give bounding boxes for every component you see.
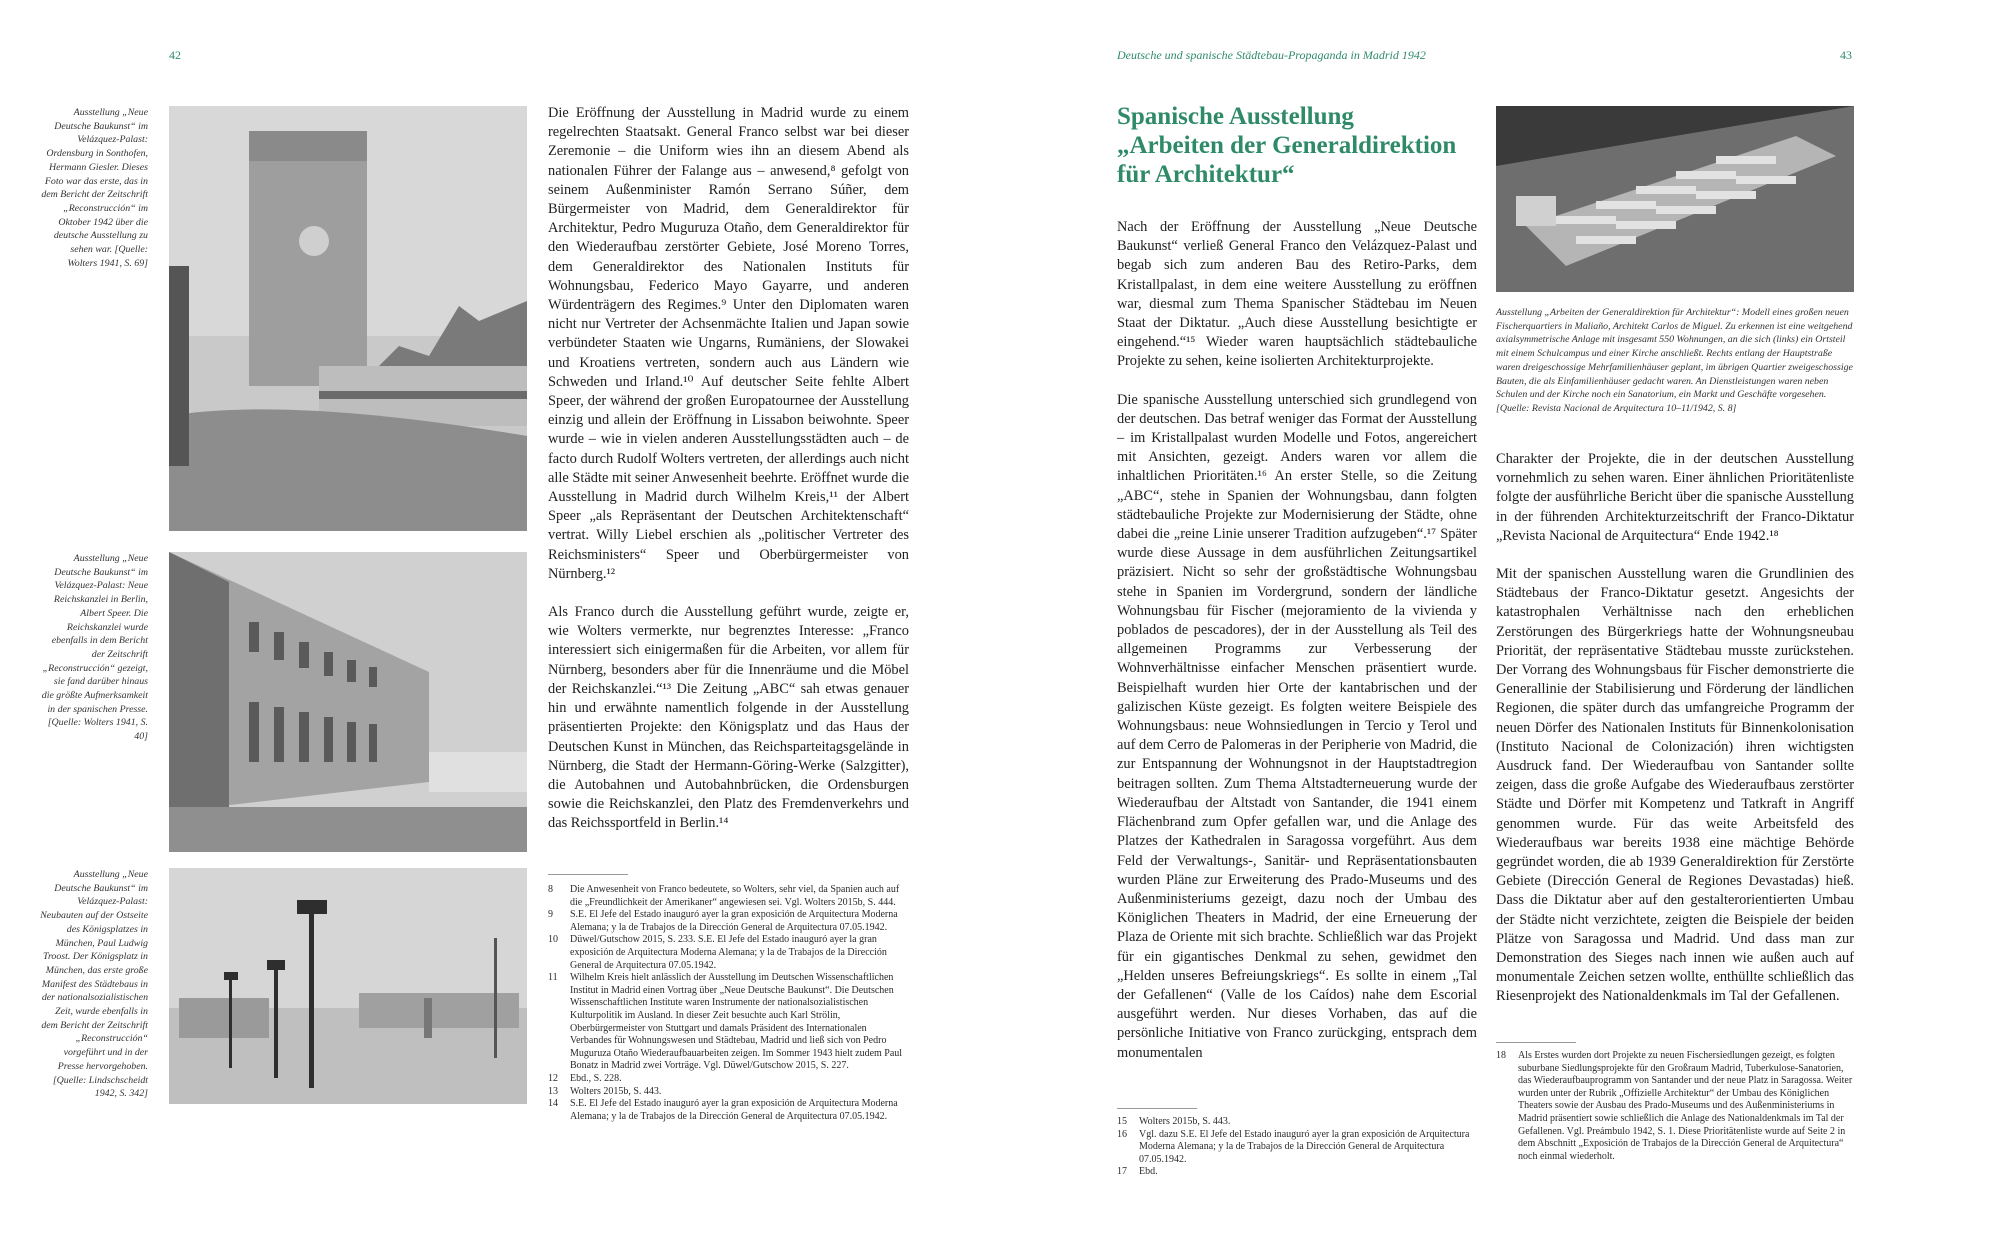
left-body-paragraph-2: Als Franco durch die Ausstellung geführt wurde, zeigte er, wie Wolters vermerkte, nur begrenztes Interesse: „Franco interessiert sich einigermaßen für die Arbeiten, vor allem für Nürnberg, besonders aber für die Innenräume und die Möbel der Reichskanzlei.“¹³ Die Zeitung „ABC“ sah etwas genauer hin und erwähnte namentlich folgende in der Ausstellung präsentierten Projekte: den Königsplatz und das Haus der Deutschen Kunst in München, das Reichsparteitagsgelände in Nürnberg, die Stadt der Hermann-Göring-Werke (Salzgitter), die Autobahnen und Autobahnbrücken, die Ordensburgen sowie die Reichskanzlei, den Platz des Fremdenverkehrs und das Reichssportfeld in Berlin.¹⁴ [548, 604, 909, 832]
footnote-16: 16 Vgl. dazu S.E. El Jefe del Estado inauguró ayer la gran exposición de Arquitectura Moderna Alemana; y la de Trabajos de la Dirección General de Arquitectura 07.05.1942. [1117, 1128, 1470, 1165]
footnote-rule-right-col1 [1117, 1108, 1197, 1109]
heading-line-2: „Arbeiten der Generaldirektion [1117, 132, 1457, 159]
right-body-column-2 [1496, 450, 1854, 1026]
footnote-rule-left [548, 874, 628, 875]
section-heading [1117, 102, 1487, 189]
footnotes-right-col2 [1496, 1050, 1854, 1163]
right-col2-paragraph-1: Charakter der Projekte, die in der deutschen Ausstellung vornehmlich zu sehen waren. Einer ähnlichen Prioritätenliste folgte der ausführliche Bericht über die spanische Ausstellung in der führenden Architekturzeitschrift der Franco-Diktatur „Revista Nacional de Arquitectura“ Ende 1942.¹⁸ [1496, 451, 1854, 544]
footnote-10: 10 Düwel/Gutschow 2015, S. 233. S.E. El Jefe del Estado inauguró ayer la gran exposición de Arquitectura Moderna Alemana; y la de Trabajos de la Dirección General de Arquitectura 07.05.1942. [548, 934, 887, 971]
right-col1-paragraph-1: Nach der Eröffnung der Ausstellung „Neue Deutsche Baukunst“ verließ General Franco den Velázquez-Palast und begab sich zum anderen Bau des Retiro-Parks, dem Kristallpalast, in dem eine weitere Ausstellung zu eröffnen war, diesmal zum Thema Spanischer Städtebau im Neuen Staat der Diktatur. „Auch diese Ausstellung besichtigte er eingehend.“¹⁵ Wieder waren hauptsächlich städtebauliche Projekte zu sehen, keine isolierten Architekturprojekte. [1117, 219, 1477, 370]
photo-caption-model: Ausstellung „Arbeiten der Generaldirektion für Architektur“: Modell eines großen neuen Fischerquartiers in Maliaño, Architekt Carlos de Miguel. Zu erkennen ist eine weitgehend axialsymmetrische Anlage mit insgesamt 550 Wohnungen, an die sich (links) ein Ortsteil mit einem Schulcampus und einer Kirche anschließt. Rechts entlang der Hauptstraße waren dreigeschossige Mehrfamilienhäuser geplant, im übrigen Quartier zweigeschossige Bauten, die als Einfamilienhäuser gedacht waren. An Dienstleistungen waren neben Schulen und der Kirche noch ein Sanatorium, ein Markt und Geschäfte vorgesehen. [Quelle: Revista Nacional de Arquitectura 10–11/1942, S. 8] [1496, 307, 1853, 414]
photo-caption-koenigsplatz: Ausstellung „Neue Deutsche Baukunst“ im Velázquez-Palast: Neubauten auf der Ostseite des Königsplatzes in München, Paul Ludwig Troost. Der Königsplatz in München, das erste große Manifest des Städtebaus in der nationalsozialistischen Zeit, wurde ebenfalls in dem Bericht der Zeitschrift „Reconstrucción“ vorgeführt und in der Presse hervorgehoben. [Quelle: Lindschscheidt 1942, S. 342] [40, 869, 148, 1100]
footnote-9: 9 S.E. El Jefe del Estado inauguró ayer la gran exposición de Arquitectura Moderna Alemana; y la de Trabajos de la Dirección General de Arquitectura 07.05.1942. [548, 909, 898, 933]
footnote-rule-right-col2 [1496, 1042, 1576, 1043]
photo-caption-ordensburg: Ausstellung „Neue Deutsche Baukunst“ im Velázquez-Palast: Ordensburg in Sonthofen, Hermann Giesler. Dieses Foto war das erste, das in dem Bericht der Zeitschrift „Reconstrucción“ im Oktober 1942 über die deutsche Ausstellung zu sehen war. [Quelle: Wolters 1941, S. 69] [41, 107, 148, 269]
footnote-17: 17 Ebd. [1117, 1166, 1158, 1178]
footnote-18: 18 Als Erstes wurden dort Projekte zu neuen Fischersiedlungen gezeigt, es folgten suburbane Siedlungsprojekte für den Großraum Madrid, Tuberkulose-Sanatorien, das Wiederaufbauprogramm von Santander und der neue Platz in Saragossa. Weiter wurden unter der Rubrik „Offizielle Architektur“ der Umbau des Königlichen Theaters sowie der Ausbau des Prado-Museums und des Außenministeriums in Madrid präsentiert sowie schließlich die Anlage des Nationaldenkmals im Tal der Gefallenen. Vgl. Preámbulo 1942, S. 1. Diese Prioritätenliste wurde auf Seite 2 in dem Abschnitt „Exposición de Trabajos de la Dirección General de Arquitectura“ noch einmal wiederholt. [1496, 1050, 1853, 1162]
page-number-left: 42 [169, 48, 181, 62]
left-body-text [548, 104, 909, 853]
heading-line-3: für Architektur“ [1117, 161, 1295, 188]
footnote-13: 13 Wolters 2015b, S. 443. [548, 1085, 662, 1097]
footnotes-right-col1 [1117, 1116, 1477, 1179]
photo-ordensburg-sonthofen [169, 106, 527, 531]
photo-koenigsplatz-muenchen [169, 868, 527, 1104]
right-col2-paragraph-2: Mit der spanischen Ausstellung waren die Grundlinien des Städtebaus der Franco-Diktatur gesetzt. Angesichts der katastrophalen Verhältnisse nach den erheblichen Zerstörungen des Bürgerkriegs hatte der Wohnungsneubau Priorität, der repräsentative Städtebau musste zurückstehen. Der Vorrang des Wohnungsbaus für Fischer demonstrierte die Generallinie der Stabilisierung und Förderung der ländlichen Regionen, die später durch das umfangreiche Programm der neuen Dörfer des Nationalen Instituts für Binnenkolonisation (Instituto Nacional de Colonización) ihren wichtigsten Ausdruck fand. Der Wiederaufbau von Santander sollte zeigen, dass die große Aufgabe des Wiederaufbaus zerstörter Städte und Dörfer mit Kompetenz und Tatkraft in Angriff genommen wurde. Für das weite Arbeitsfeld des Wiederaufbaus war bereits 1938 eine mächtige Behörde gegründet worden, die ab 1939 Generaldirektion für Zerstörte Gebiete (Dirección General de Regiones Devastadas) hieß. Dass die Diktatur aber auf den gestalterorientierten Umbau der Städte nicht verzichtete, zeigten die Beispiele der beiden Plätze von Saragossa und Madrid. Und dass man zur Demonstration des Sieges nach innen wie außen auch auf monumentale Zeichen setzen wollte, enthüllte schließlich das Riesenprojekt des Nationaldenkmals im Tal der Gefallenen. [1496, 566, 1854, 1005]
photo-caption-reichskanzlei: Ausstellung „Neue Deutsche Baukunst“ im Velázquez-Palast: Neue Reichskanzlei in Berlin, Albert Speer. Die Reichskanzlei wurde ebenfalls in dem Bericht der Zeitschrift „Reconstrucción“ gezeigt, sie fand darüber hinaus die größte Aufmerksamkeit in der spanischen Presse. [Quelle: Wolters 1941, S. 40] [41, 553, 148, 743]
footnote-12: 12 Ebd., S. 228. [548, 1072, 622, 1084]
footnote-15: 15 Wolters 2015b, S. 443. [1117, 1116, 1231, 1127]
running-head: Deutsche und spanische Städtebau-Propaganda in Madrid 1942 [1117, 48, 1426, 62]
footnote-14: 14 S.E. El Jefe del Estado inauguró ayer la gran exposición de Arquitectura Moderna Alemana; y la de Trabajos de la Dirección General de Arquitectura 07.05.1942. [548, 1098, 898, 1122]
footnote-8: 8 Die Anwesenheit von Franco bedeutete, so Wolters, sehr viel, da Spanien auch auf die „Freundlichkeit der Amerikaner“ angewiesen sei. Vgl. Wolters 2015b, S. 444. [548, 884, 900, 908]
photo-model-fischerquartier [1496, 106, 1854, 292]
right-body-column-1 [1117, 218, 1477, 1082]
photo-neue-reichskanzlei [169, 552, 527, 852]
heading-line-1: Spanische Ausstellung [1117, 103, 1354, 130]
footnotes-left [548, 884, 909, 1123]
right-col1-paragraph-2: Die spanische Ausstellung unterschied sich grundlegend von der deutschen. Das betraf weniger das Format der Ausstellung – im Kristallpalast wurden Modelle und Fotos, angereichert mit Ansichten, gezeigt. Anders waren vor allem die inhaltlichen Prioritäten.¹⁶ An erster Stelle, so die Zeitung „ABC“, stehe in Spanien der Wohnungsbau, dann folgten städtebauliche Projekte zur Modernisierung der Städte, ohne dabei die „reine Linie unserer Tradition aufzugeben“.¹⁷ Später wurde diese Aussage in dem ausführlichen Zeitungsartikel präzisiert. Nicht so sehr der großstädtische Wohnungsbau stehe in Spanien im Vordergrund, sondern der ländliche Wohnungsbau für Fischer (mejoramiento de la vivienda y poblados de pescadores), der in der Ausstellung als Teil des allgemeinen Programms zur Verbesserung der Wohnverhältnisse einfacher Menschen präsentiert wurde. Beispielhaft wurden hier Orte der kantabrischen und der galizischen Küste gezeigt. Es folgten weitere Beispiele des Wohnungsbaus: neue Wohnsiedlungen in Tercio y Terol und auf dem Cerro de Palomeras in der Peripherie von Madrid, die zur Entspannung der Wohnungsnot in der Hauptstadtregion beitragen sollten. Zum Thema Altstadterneuerung wurde der Wiederaufbau der Altstadt von Santander, die 1941 einem Flächenbrand zum Opfer gefallen war, und die Anlage des Platzes der Kathedralen in Saragossa vorgeführt. Aus dem Feld der Verwaltungs-, Sanitär- und Repräsentationsbauten wurden Pläne zur Erweiterung des Prado-Museums und des Außenministeriums gezeigt, dazu noch der Umbau des Königlichen Theaters in Madrid, der eine Erneuerung der Plaza de Oriente mit sich brachte. Schließlich war das Projekt für ein gigantisches Denkmal zu sehen, gewidmet den „Helden unseres Befreiungskriegs“. Es sollte in einem „Tal der Gefallenen“ (Valle de los Caídos) nahe dem Escorial ausgeführt werden. Nur dieses Vorhaben, das auf die persönliche Initiative von Franco zurückging, entsprach dem monumentalen [1117, 391, 1477, 1061]
footnote-11: 11 Wilhelm Kreis hielt anlässlich der Ausstellung im Deutschen Wissenschaftlichen Institut in Madrid einen Vortrag über „Neue Deutsche Baukunst“. Die Deutschen Wissenschaftlichen Institute waren Instrumente der nationalsozialistischen Kulturpolitik im Ausland. In dieser Zeit besuchte auch Karl Strölin, Oberbürgermeister von Stuttgart und damals Präsident des Internationalen Verbandes für Wohnungswesen und Städtebau, Madrid und ließ sich von Pedro Muguruza Otaño Wiederaufbauarbeiten zeigen. Im Sommer 1943 hielt zudem Paul Bonatz in Madrid zwei Vorträge. Vgl. Düwel/Gutschow 2015, S. 227. [548, 972, 903, 1072]
left-body-paragraph-1: Die Eröffnung der Ausstellung in Madrid wurde zu einem regelrechten Staatsakt. General Franco selbst war bei dieser Zeremonie – die Uniform wies ihn an diesem Abend als nationalen Führer der Falange aus – anwesend,⁸ gefolgt von seinem Außenminister Ramón Serrano Súñer, dem Bürgermeister von Madrid, dem Generaldirektor für Architektur, Pedro Muguruza Otaño, dem Generaldirektor für den Wiederaufbau zerstörter Gebiete, José Moreno Torres, dem Generaldirektor des Nationalen Instituts für Wohnungsbau, Federico Mayo Gayarre, und anderen Würdenträgern des Regimes.⁹ Unter den Diplomaten waren nicht nur Vertreter der Achsenmächte Italien und Japan sowie verbündeter Staaten wie Ungarns, Rumäniens, der Slowakei und Kroatiens vertreten, sondern auch aus Ländern wie Schweden und Irland.¹⁰ Auf deutscher Seite fehlte Albert Speer, der während der großen Europatournee der Ausstellung einzig und allein der Eröffnung in Lissabon beiwohnte. Speer wurde – wie in vielen anderen Ausstellungsstädten auch – de facto durch Rudolf Wolters vertreten, der allerdings auch nicht alle Städte mit seiner Anwesenheit beehrte. Eröffnet wurde die Ausstellung in Madrid durch Wilhelm Kreis,¹¹ der Albert Speer „als Repräsentant der Deutschen Architektenschaft“ vertrat. Willy Liebel erschien als „politischer Vertreter des Reichsministers“ Speer und Oberbürgermeister von Nürnberg.¹² [548, 105, 909, 582]
page-number-right: 43 [1840, 48, 1852, 62]
